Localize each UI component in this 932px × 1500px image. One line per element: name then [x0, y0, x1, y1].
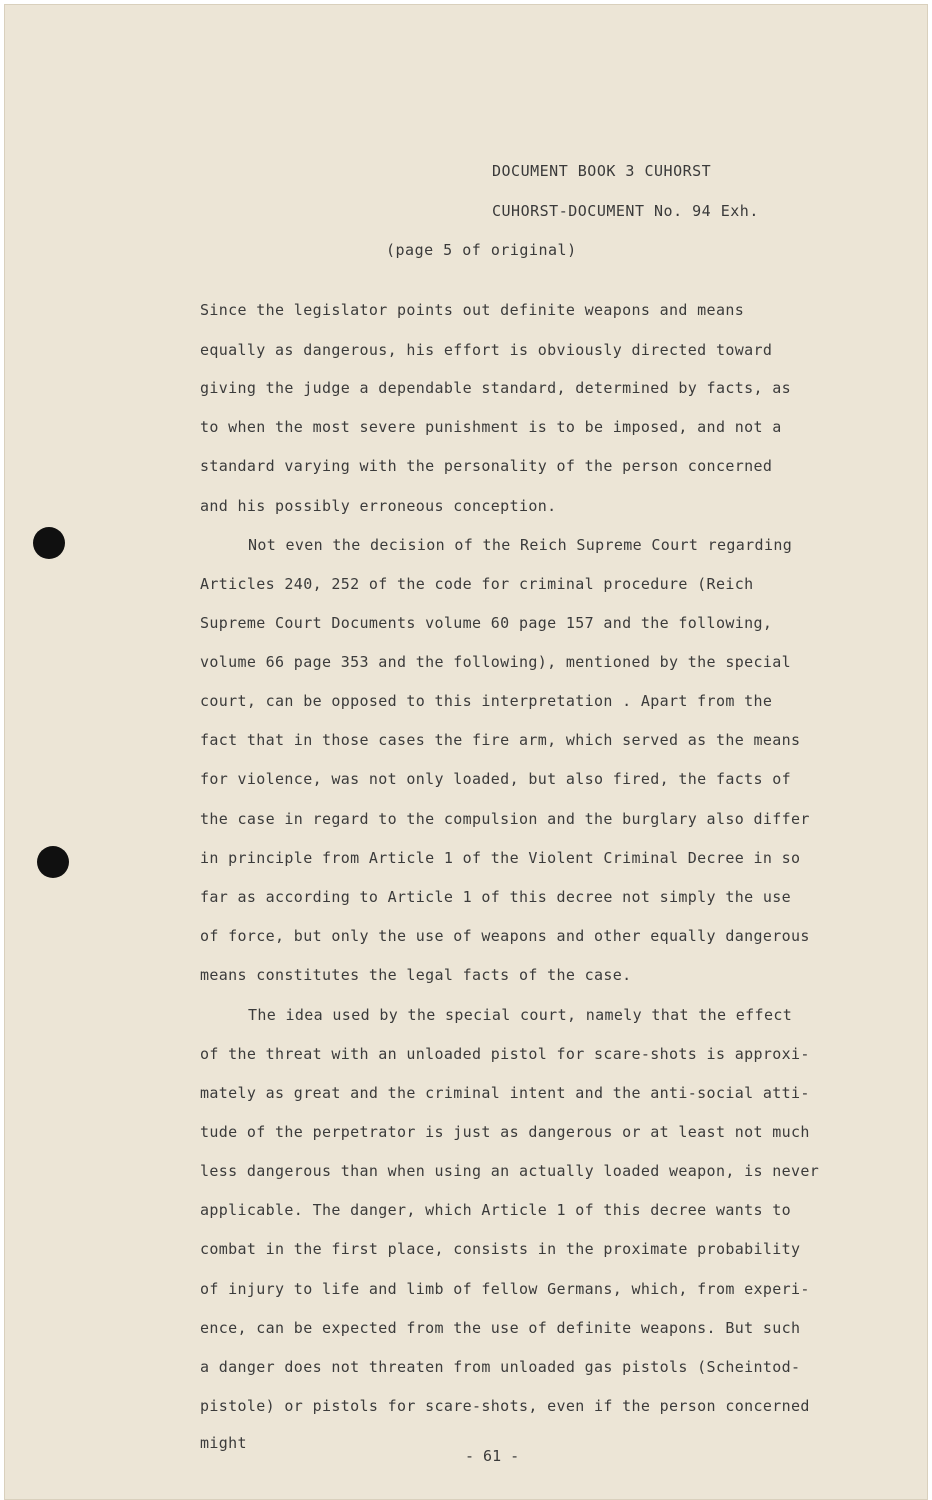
body-text-line: Supreme Court Documents volume 60 page 157 and the following, [200, 614, 773, 632]
body-text-line: Not even the decision of the Reich Supreme Court regarding [248, 536, 793, 554]
body-text-line: standard varying with the personality of the person concerned [200, 457, 773, 475]
body-text-line: equally as dangerous, his effort is obviously directed toward [200, 341, 773, 359]
body-text-line: less dangerous than when using an actually loaded weapon, is never [200, 1162, 820, 1180]
body-text-line: giving the judge a dependable standard, determined by facts, as [200, 379, 791, 397]
body-text-line: ence, can be expected from the use of definite weapons. But such [200, 1319, 801, 1337]
body-text-line: to when the most severe punishment is to be imposed, and not a [200, 418, 782, 436]
body-text-line: combat in the first place, consists in the proximate probability [200, 1240, 801, 1258]
body-text-line: of injury to life and limb of fellow Germans, which, from experi- [200, 1280, 810, 1298]
body-text-line: pistole) or pistols for scare-shots, even if the person concerned [200, 1397, 810, 1415]
binder-hole-top [33, 527, 65, 559]
body-text-line: The idea used by the special court, namely that the effect [248, 1006, 793, 1024]
body-text-line: volume 66 page 353 and the following), mentioned by the special [200, 653, 791, 671]
binder-hole-bottom [37, 846, 69, 878]
document-book-heading: DOCUMENT BOOK 3 CUHORST [492, 162, 712, 180]
body-text-line: court, can be opposed to this interpretation . Apart from the [200, 692, 773, 710]
body-text-line: the case in regard to the compulsion and the burglary also differ [200, 810, 810, 828]
body-text-line: a danger does not threaten from unloaded gas pistols (Scheintod- [200, 1358, 801, 1376]
document-number-heading: CUHORST-DOCUMENT No. 94 Exh. [492, 202, 759, 220]
body-text-line: of force, but only the use of weapons and other equally dangerous [200, 927, 810, 945]
body-text-line: and his possibly erroneous conception. [200, 497, 557, 515]
body-text-line: fact that in those cases the fire arm, which served as the means [200, 731, 801, 749]
body-text-line: means constitutes the legal facts of the case. [200, 966, 632, 984]
body-text-line: mately as great and the criminal intent and the anti-social atti- [200, 1084, 810, 1102]
body-text-line: tude of the perpetrator is just as dangerous or at least not much [200, 1123, 810, 1141]
body-text-line: in principle from Article 1 of the Violent Criminal Decree in so [200, 849, 801, 867]
document-page [4, 4, 928, 1500]
original-page-reference: (page 5 of original) [386, 241, 577, 259]
body-text-line: far as according to Article 1 of this decree not simply the use [200, 888, 791, 906]
body-text-line: applicable. The danger, which Article 1 of this decree wants to [200, 1201, 791, 1219]
body-text-line: for violence, was not only loaded, but also fired, the facts of [200, 770, 791, 788]
body-text-line: Articles 240, 252 of the code for criminal procedure (Reich [200, 575, 754, 593]
body-text-line: might [200, 1434, 247, 1452]
body-text-line: Since the legislator points out definite weapons and means [200, 301, 745, 319]
body-text-line: of the threat with an unloaded pistol for scare-shots is approxi- [200, 1045, 810, 1063]
page-number: - 61 - [465, 1447, 520, 1465]
